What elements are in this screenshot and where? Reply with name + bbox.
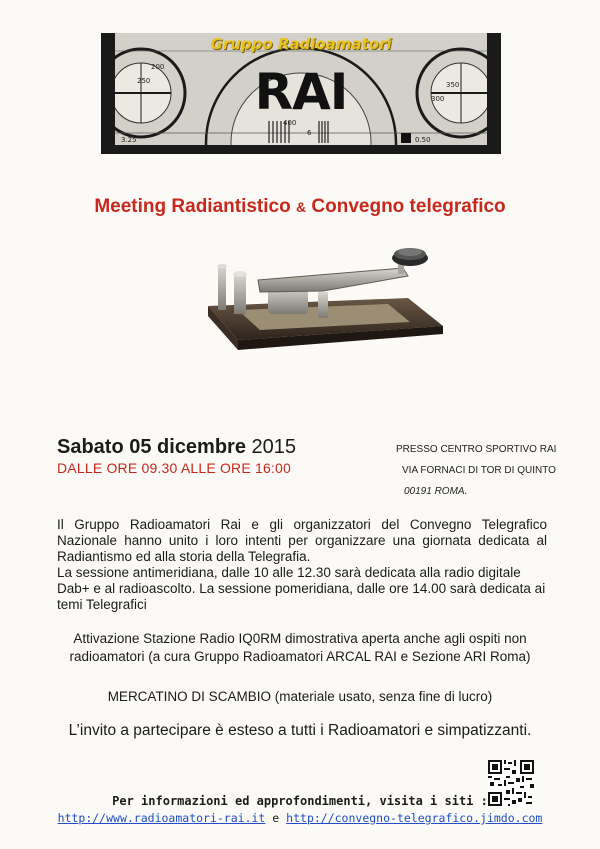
sessions-paragraph: La sessione antimeridiana, dalle 10 alle 12.30 sarà dedicata alla radio digitale Dab+ e al radioascolto. La sessione pomeridiana, dalle ore 14.00 sarà dedicata ai temi Telegrafici bbox=[57, 565, 546, 612]
activation-line1: Attivazione Stazione Radio IQ0RM dimostrativa aperta anche agli ospiti non bbox=[73, 631, 527, 646]
invite-text: L’invito a partecipare è esteso a tutti i Radioamatori e simpatizzanti. bbox=[68, 722, 532, 739]
market-text: MERCATINO DI SCAMBIO (materiale usato, senza fine di lucro) bbox=[107, 689, 493, 704]
scale-label: 400 bbox=[283, 119, 297, 127]
event-date bbox=[57, 436, 296, 459]
event-year: 2015 bbox=[251, 436, 297, 458]
venue-line3: 00191 ROMA. bbox=[404, 486, 468, 497]
activation-line2: radioamatori (a cura Gruppo Radioamatori ARCAL RAI e Sezione ARI Roma) bbox=[69, 649, 531, 664]
activation-text bbox=[0, 630, 600, 666]
title-part1: Meeting Radiantistico bbox=[94, 196, 291, 217]
event-hours: DALLE ORE 09.30 ALLE ORE 16:00 bbox=[57, 460, 292, 476]
scale-label: 6 bbox=[307, 129, 312, 137]
scale-label: 250 bbox=[137, 77, 151, 85]
link-convegno-telegrafico[interactable]: http://convegno-telegrafico.jimdo.com bbox=[286, 811, 543, 825]
event-day: Sabato 05 dicembre bbox=[57, 436, 246, 458]
title-part2: Convegno telegrafico bbox=[311, 196, 506, 217]
scale-label: 3.25 bbox=[121, 136, 137, 144]
event-title bbox=[0, 196, 600, 218]
title-ampersand: & bbox=[295, 199, 307, 215]
intro-paragraph: Il Gruppo Radioamatori Rai e gli organizzatori del Convegno Telegrafico Nazionale hanno unito i loro intenti per organizzare una giornata dedicata al Radiantismo ed alla storia della Telegrafia. bbox=[57, 517, 547, 564]
scale-label: 350 bbox=[446, 81, 460, 89]
venue-line1: PRESSO CENTRO SPORTIVO RAI bbox=[396, 444, 557, 455]
venue-line2: VIA FORNACI DI TOR DI QUINTO bbox=[402, 465, 556, 476]
group-name: Gruppo Radioamatori bbox=[210, 35, 392, 53]
link-radioamatori-rai[interactable]: http://www.radioamatori-rai.it bbox=[57, 811, 266, 825]
venue-address bbox=[396, 439, 556, 502]
links-connector: e bbox=[272, 811, 280, 825]
rai-banner bbox=[101, 33, 501, 154]
info-label: Per informazioni ed approfondimenti, visita i siti : bbox=[112, 794, 488, 808]
rai-logo: RAI bbox=[254, 63, 348, 121]
website-links bbox=[0, 811, 600, 825]
scale-label: 300 bbox=[431, 95, 445, 103]
scale-label: 200 bbox=[151, 63, 165, 71]
scale-label: 0.50 bbox=[415, 136, 431, 144]
telegraph-key-image bbox=[198, 236, 448, 356]
